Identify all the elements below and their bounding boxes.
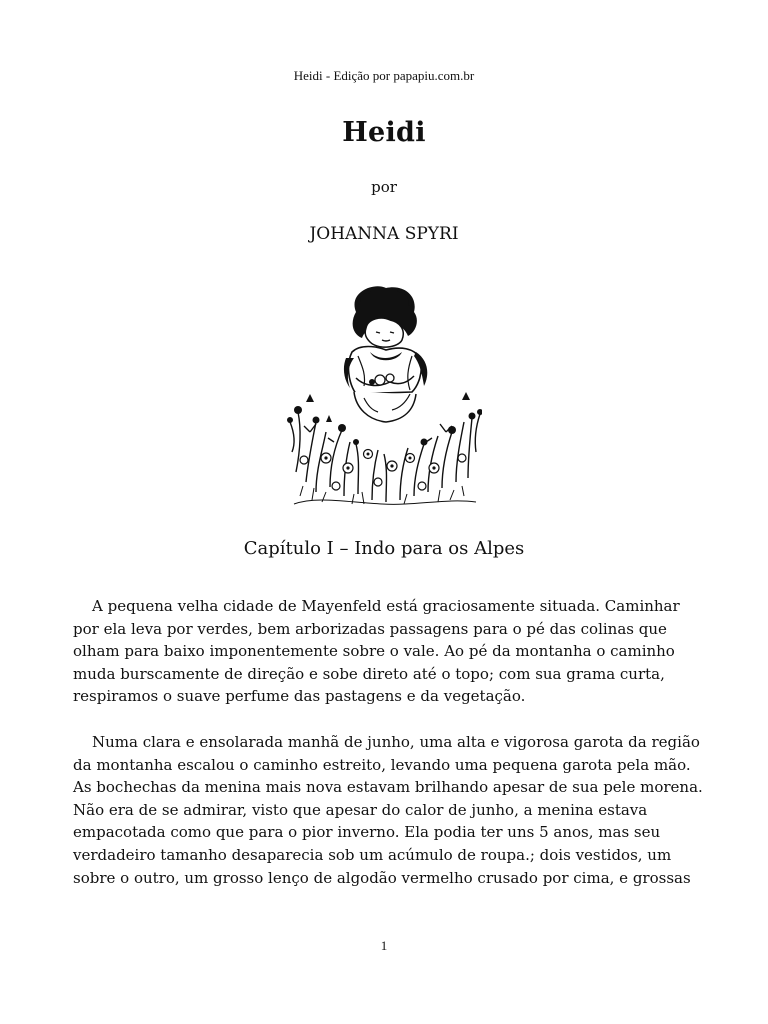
book-title: Heidi xyxy=(342,117,426,148)
paragraph-line: Não era de se admirar, visto que apesar do calor de junho, a menina estava xyxy=(73,800,648,819)
paragraph-line: muda burscamente de direção e sobe direto até o topo; com sua grama curta, xyxy=(73,664,665,683)
paragraph xyxy=(73,731,703,889)
paragraph-line: respiramos o suave perfume das pastagens e da vegetação. xyxy=(73,687,526,706)
chapter-title: Capítulo I – Indo para os Alpes xyxy=(243,538,525,559)
paragraph-line: As bochechas da menina mais nova estavam brilhando apesar de sua pele morena. xyxy=(73,778,703,797)
girl-in-meadow-illustration xyxy=(286,282,482,506)
paragraph xyxy=(73,595,697,708)
paragraph-line: empacotada como que para o pior inverno. Ela podia ter uns 5 anos, mas seu xyxy=(73,823,661,842)
running-header: Heidi - Edição por papapiu.com.br xyxy=(293,68,475,83)
page-number: 1 xyxy=(380,938,388,953)
paragraph-line: por ela leva por verdes, bem arborizadas passagens para o pé das colinas que xyxy=(73,619,667,638)
paragraph-line: sobre o outro, um grosso lenço de algodão vermelho crusado por cima, e grossas xyxy=(73,868,691,887)
paragraph-line: olham para baixo imponentemente sobre o vale. Ao pé da montanha o caminho xyxy=(73,642,675,661)
paragraph-line: da montanha escalou o caminho estreito, levando uma pequena garota pela mão. xyxy=(73,755,691,774)
paragraph-line: A pequena velha cidade de Mayenfeld está graciosamente situada. Caminhar xyxy=(92,597,680,615)
paragraph-line: verdadeiro tamanho desaparecia sob um acúmulo de roupa.; dois vestidos, um xyxy=(73,845,672,864)
author-name: JOHANNA SPYRI xyxy=(309,224,459,244)
paragraph-line: Numa clara e ensolarada manhã de junho, uma alta e vigorosa garota da região xyxy=(92,733,700,751)
by-line: por xyxy=(371,178,397,196)
